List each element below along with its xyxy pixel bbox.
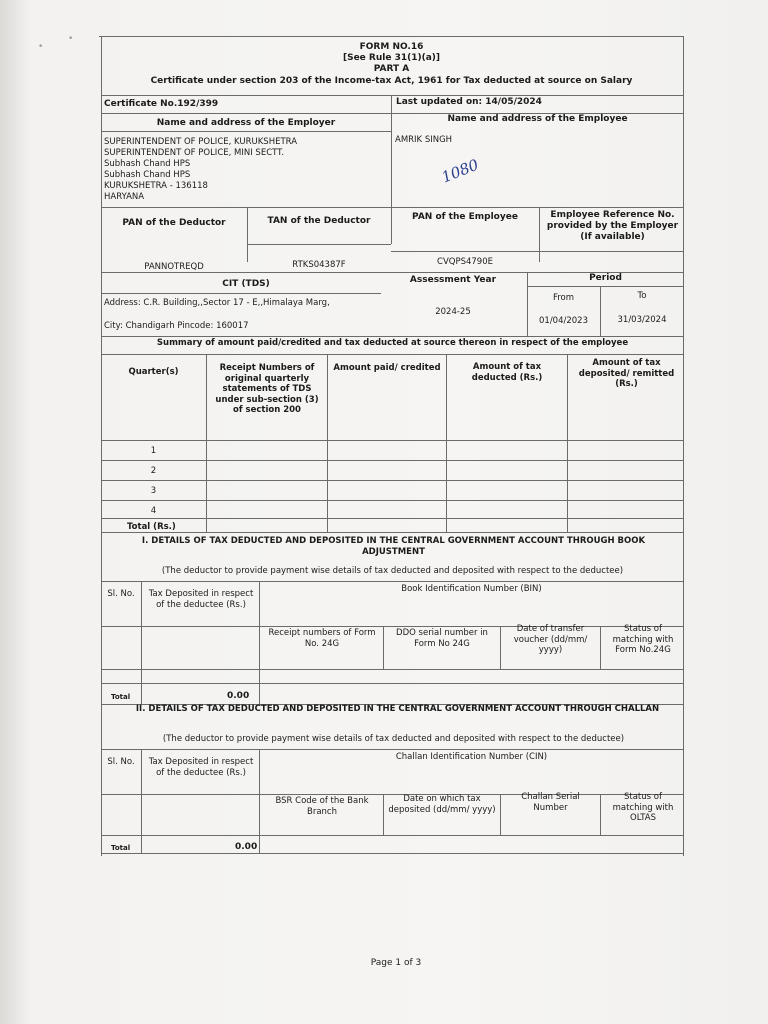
summary-total-label: Total (Rs.) (127, 522, 176, 532)
section2-note: (The deductor to provide payment wise details of tax deducted and deposited with respect to the deductee) (162, 734, 625, 744)
s1-col-tax-deposited: Tax Deposited in respect of the deductee (Rs.) (148, 589, 254, 610)
tan-deductor-label: TAN of the Deductor (267, 216, 371, 226)
quarter-row-3: 3 (150, 486, 157, 496)
quarter-row-4: 4 (150, 506, 157, 516)
s2-col-serial: Challan Serial Number (521, 792, 580, 813)
section1-note: (The deductor to provide payment wise details of tax deducted and deposited with respect to the deductee) (161, 566, 624, 576)
employer-line-1: SUPERINTENDENT OF POLICE, KURUKSHETRA (104, 137, 298, 147)
employee-reference-label: Employee Reference No. provided by the Employer (If available) (546, 210, 679, 242)
certificate-number: Certificate No.192/399 (104, 99, 219, 109)
employer-heading: Name and address of the Employer (156, 118, 336, 128)
s2-col-tax-deposited: Tax Deposited in respect of the deductee (Rs.) (148, 757, 254, 778)
pan-employee-value: CVQPS4790E (437, 257, 493, 267)
s1-col-sl: Sl. No. (107, 589, 135, 599)
handwritten-note: 1080 (439, 155, 482, 187)
employee-name: AMRIK SINGH (395, 135, 453, 145)
part-label: PART A (373, 64, 410, 74)
pan-deductor-value: PANNOTREQD (144, 262, 204, 272)
period-label: Period (589, 273, 622, 283)
quarter-row-2: 2 (150, 466, 157, 476)
s2-total-value: 0.00 (235, 842, 258, 852)
employer-line-3: Subhash Chand HPS (104, 159, 191, 169)
assessment-year-label: Assessment Year (409, 275, 497, 285)
pan-employee-label: PAN of the Employee (412, 212, 518, 222)
pan-deductor-label: PAN of the Deductor (122, 218, 226, 228)
rule-reference: [See Rule 31(1)(a)] (342, 53, 441, 63)
form-number: FORM NO.16 (359, 42, 424, 52)
s1-col-date: Date of transfer voucher (dd/mm/ yyyy) (513, 624, 588, 655)
cit-address: Address: C.R. Building,,Sector 17 - E,,Himalaya Marg, (104, 298, 330, 308)
quarter-row-1: 1 (150, 446, 157, 456)
s2-total-label: Total (111, 844, 131, 852)
page-number: Page 1 of 3 (370, 958, 422, 968)
assessment-year-value: 2024-25 (435, 307, 471, 317)
s2-col-cin: Challan Identification Number (CIN) (395, 752, 548, 762)
cit-label: CIT (TDS) (222, 279, 270, 289)
section1-title: I. DETAILS OF TAX DEDUCTED AND DEPOSITED IN THE CENTRAL GOVERNMENT ACCOUNT THROUGH BOOK ADJUSTMENT (141, 536, 646, 557)
employer-line-5: KURUKSHETRA - 136118 (104, 181, 208, 191)
s2-col-sl: Sl. No. (107, 757, 135, 767)
col-tax-deposited: Amount of tax deposited/ remitted (Rs.) (578, 358, 675, 389)
col-receipt-numbers: Receipt Numbers of original quarterly statements of TDS under sub-section (3) of section 200 (215, 363, 319, 415)
form16-part-a (99, 36, 684, 856)
last-updated: Last updated on: 14/05/2024 (396, 97, 542, 107)
certificate-title: Certificate under section 203 of the Income-tax Act, 1961 for Tax deducted at source on Salary (150, 76, 633, 86)
col-amount-paid: Amount paid/ credited (333, 363, 441, 373)
period-to-label: To (637, 291, 647, 301)
s1-total-value: 0.00 (227, 691, 250, 701)
col-quarter: Quarter(s) (128, 367, 179, 377)
s2-col-date: Date on which tax deposited (dd/mm/ yyyy) (388, 794, 496, 815)
tan-deductor-value: RTKS04387F (292, 260, 346, 270)
period-from-value: 01/04/2023 (539, 316, 588, 326)
employer-line-4: Subhash Chand HPS (104, 170, 191, 180)
employer-line-6: HARYANA (104, 192, 145, 202)
period-to-value: 31/03/2024 (617, 315, 667, 325)
s1-total-label: Total (111, 693, 131, 701)
employee-heading: Name and address of the Employee (447, 114, 628, 124)
col-tax-deducted: Amount of tax deducted (Rs.) (471, 362, 543, 383)
s2-col-bsr: BSR Code of the Bank Branch (275, 796, 369, 817)
summary-title: Summary of amount paid/credited and tax deducted at source thereon in respect of the employee (156, 338, 629, 348)
scan-mark: • (38, 42, 44, 52)
scan-mark: • (68, 34, 74, 44)
s2-col-status: Status of matching with OLTAS (612, 792, 674, 823)
s1-col-receipt: Receipt numbers of Form No. 24G (268, 628, 376, 649)
s1-col-ddo: DDO serial number in Form No 24G (396, 628, 488, 649)
cit-city: City: Chandigarh Pincode: 160017 (104, 321, 249, 331)
s1-col-bin: Book Identification Number (BIN) (401, 584, 542, 594)
s1-col-status: Status of matching with Form No.24G (612, 624, 674, 655)
section2-title: II. DETAILS OF TAX DEDUCTED AND DEPOSITED IN THE CENTRAL GOVERNMENT ACCOUNT THROUGH CHALLAN (135, 704, 660, 714)
period-from-label: From (552, 293, 575, 303)
employer-line-2: SUPERINTENDENT OF POLICE, MINI SECTT. (104, 148, 285, 158)
